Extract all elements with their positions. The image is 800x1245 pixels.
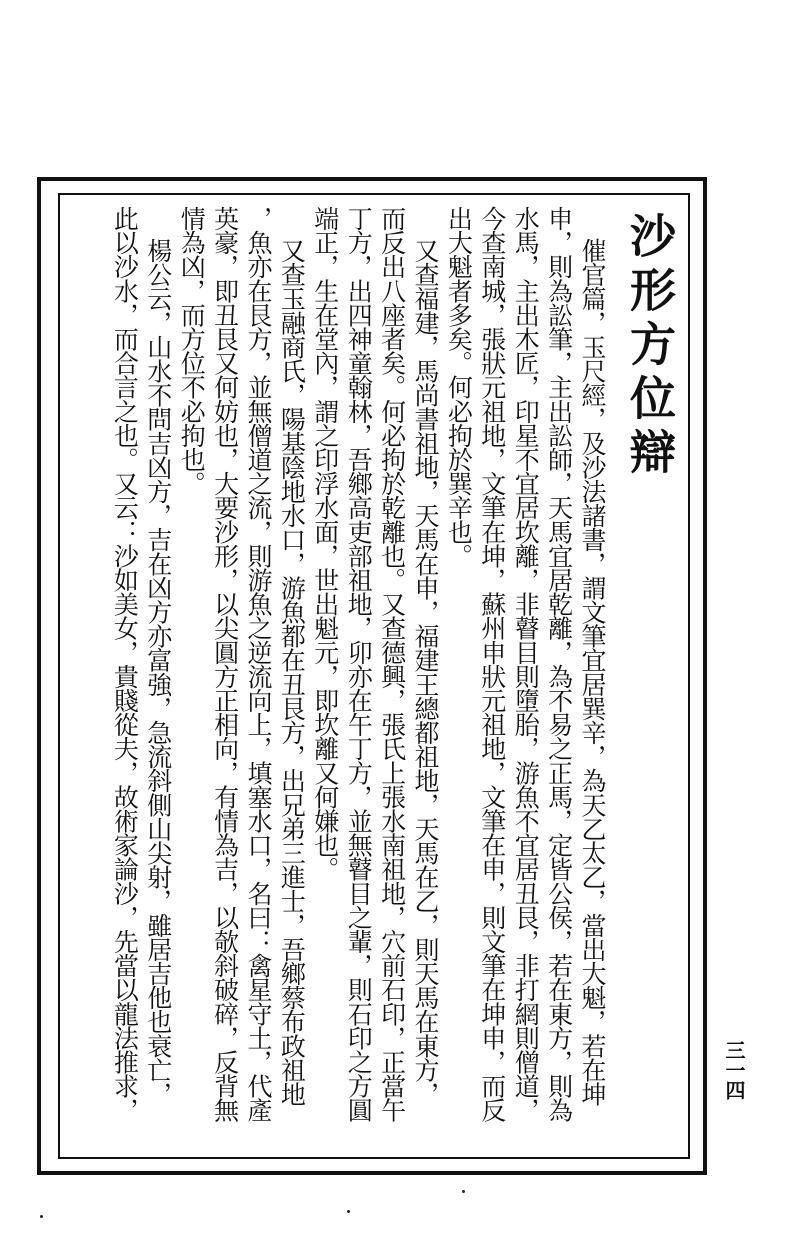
text-column: 申，則為訟筆，主出訟師，天馬宜居乾離，為不易之正馬，定皆公侯，若在東方，則為 (544, 206, 574, 1122)
text-column: 今查南城，張狀元祖地，文筆在坤，蘇州申狀元祖地，文筆在申，則文筆在坤申，而反 (477, 206, 507, 1122)
text-column: 而反出八座者矣。何必拘於乾離也。又查德興，張氏上張水南祖地，穴前石印，正當午 (377, 206, 407, 1122)
text-column: 情為凶，而方位不必拘也。 (177, 206, 207, 496)
text-column: 又查福建，馬尚書祖地，天馬在申，福建王總都祖地，天馬在乙，則天馬在東方， (411, 238, 440, 1106)
text-column: 此以沙水，而合言之也。又云：沙如美女，貴賤從夫，故術家論沙，先當以龍法推求， (110, 206, 140, 1122)
text-column: 催官篇，玉尺經，及沙法諸書，謂文筆宜居巽辛，為天乙太乙，當出大魁，若在坤 (578, 238, 607, 1106)
text-column: 端正，生在堂內，謂之印浮水面，世出魁元，即坎離又何嫌也。 (310, 206, 340, 881)
scan-speck (462, 1190, 465, 1193)
text-column: 又查玉融商氏，陽基陰地水口，游魚都在丑艮方，出兄弟三進士，吾鄉蔡布政祖地 (277, 238, 307, 1106)
text-column: 楊公云，山水不問吉凶方，吉在凶方亦富強，急流斜側山尖射，雖居吉他也衰亡， (143, 238, 173, 1106)
text-column: ，魚亦在艮方，並無僧道之流，則游魚之逆流向上，填塞水口，名曰：禽星守土，代產 (244, 206, 273, 1122)
text-column: 丁方，出四神童翰林，吾鄉高吏部祖地，卯亦在午丁方，並無瞽目之輩，則石印之方圓 (344, 206, 374, 1122)
scan-speck (347, 1210, 350, 1213)
chapter-title: 沙形方位辯 (623, 212, 677, 482)
text-column: 出大魁者多矣。何必拘於巽辛也。 (444, 206, 474, 568)
text-column: 水馬，主出木匠，印星不宜居坎離，非瞽目則墮胎，游魚不宜居丑艮，非打網則僧道， (511, 206, 541, 1122)
text-column: 英豪，即丑艮又何妨也，大要沙形，以尖圓方正相向，有情為吉，以欹斜破碎，反背無 (210, 206, 240, 1122)
scan-speck (40, 1215, 43, 1218)
page-number: 三一四 (722, 1040, 746, 1100)
